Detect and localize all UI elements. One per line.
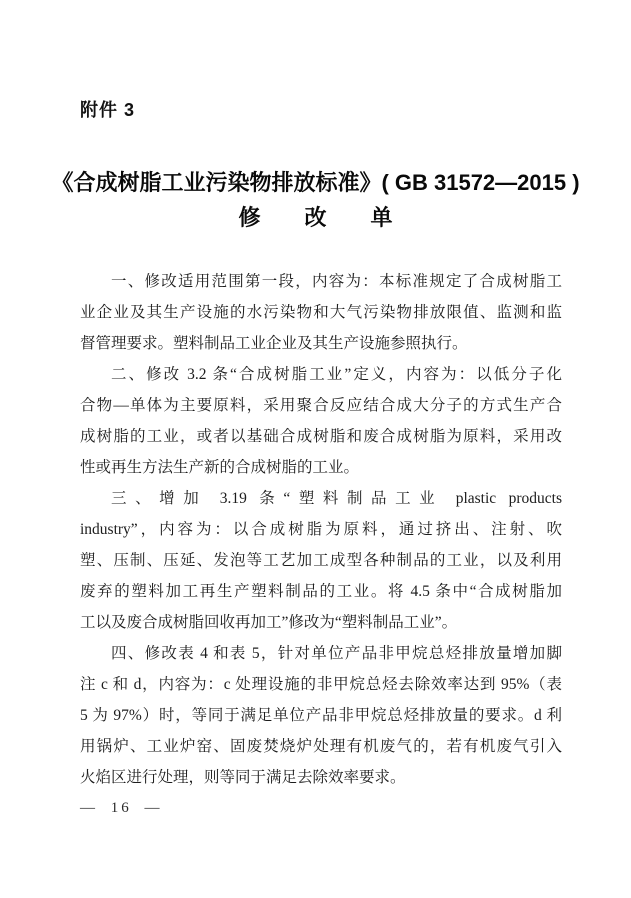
- document-title-line1: 《合成树脂工业污染物排放标准》( GB 31572—2015 ): [51, 170, 580, 195]
- paragraph: [80, 266, 562, 359]
- text-line: 注 c 和 d，内容为：c 处理设施的非甲烷总烃去除效率达到 95%（表: [80, 676, 562, 693]
- text-line: 一、修改适用范围第一段，内容为：本标准规定了合成树脂工: [111, 273, 562, 290]
- attachment-label: 附件 3: [80, 100, 136, 120]
- paragraph: [80, 483, 562, 638]
- document-body: [80, 266, 562, 793]
- text-line: 废弃的塑料加工再生产塑料制品的工业。将 4.5 条中“合成树脂加: [80, 583, 562, 600]
- text-line: 火焰区进行处理，则等同于满足去除效率要求。: [80, 769, 406, 786]
- document-title-line2: 修 改 单: [238, 205, 393, 230]
- page-number: — 16 —: [80, 800, 163, 816]
- text-line: 三、增加 3.19 条“塑料制品工业 plastic products: [111, 490, 562, 507]
- text-line: 二、修改 3.2 条“合成树脂工业”定义，内容为：以低分子化: [111, 366, 562, 383]
- text-line: 用锅炉、工业炉窑、固废焚烧炉处理有机废气的，若有机废气引入: [80, 738, 562, 755]
- text-line: 督管理要求。塑料制品工业企业及其生产设施参照执行。: [80, 335, 468, 352]
- text-line: industry”，内容为：以合成树脂为原料，通过挤出、注射、吹: [80, 521, 562, 538]
- text-line: 四、修改表 4 和表 5，针对单位产品非甲烷总烃排放量增加脚: [111, 645, 562, 662]
- text-line: 塑、压制、压延、发泡等工艺加工成型各种制品的工业，以及利用: [80, 552, 562, 569]
- paragraph: [80, 359, 562, 483]
- text-line: 5 为 97%）时，等同于满足单位产品非甲烷总烃排放量的要求。d 利: [80, 707, 562, 724]
- paragraph: [80, 638, 562, 793]
- text-line: 成树脂的工业，或者以基础合成树脂和废合成树脂为原料，采用改: [80, 428, 562, 445]
- text-line: 性或再生方法生产新的合成树脂的工业。: [80, 459, 360, 476]
- text-line: 合物—单体为主要原料，采用聚合反应结合成大分子的方式生产合: [80, 397, 562, 414]
- text-line: 工以及废合成树脂回收再加工”修改为“塑料制品工业”。: [80, 614, 458, 631]
- text-line: 业企业及其生产设施的水污染物和大气污染物排放限值、监测和监: [80, 304, 562, 321]
